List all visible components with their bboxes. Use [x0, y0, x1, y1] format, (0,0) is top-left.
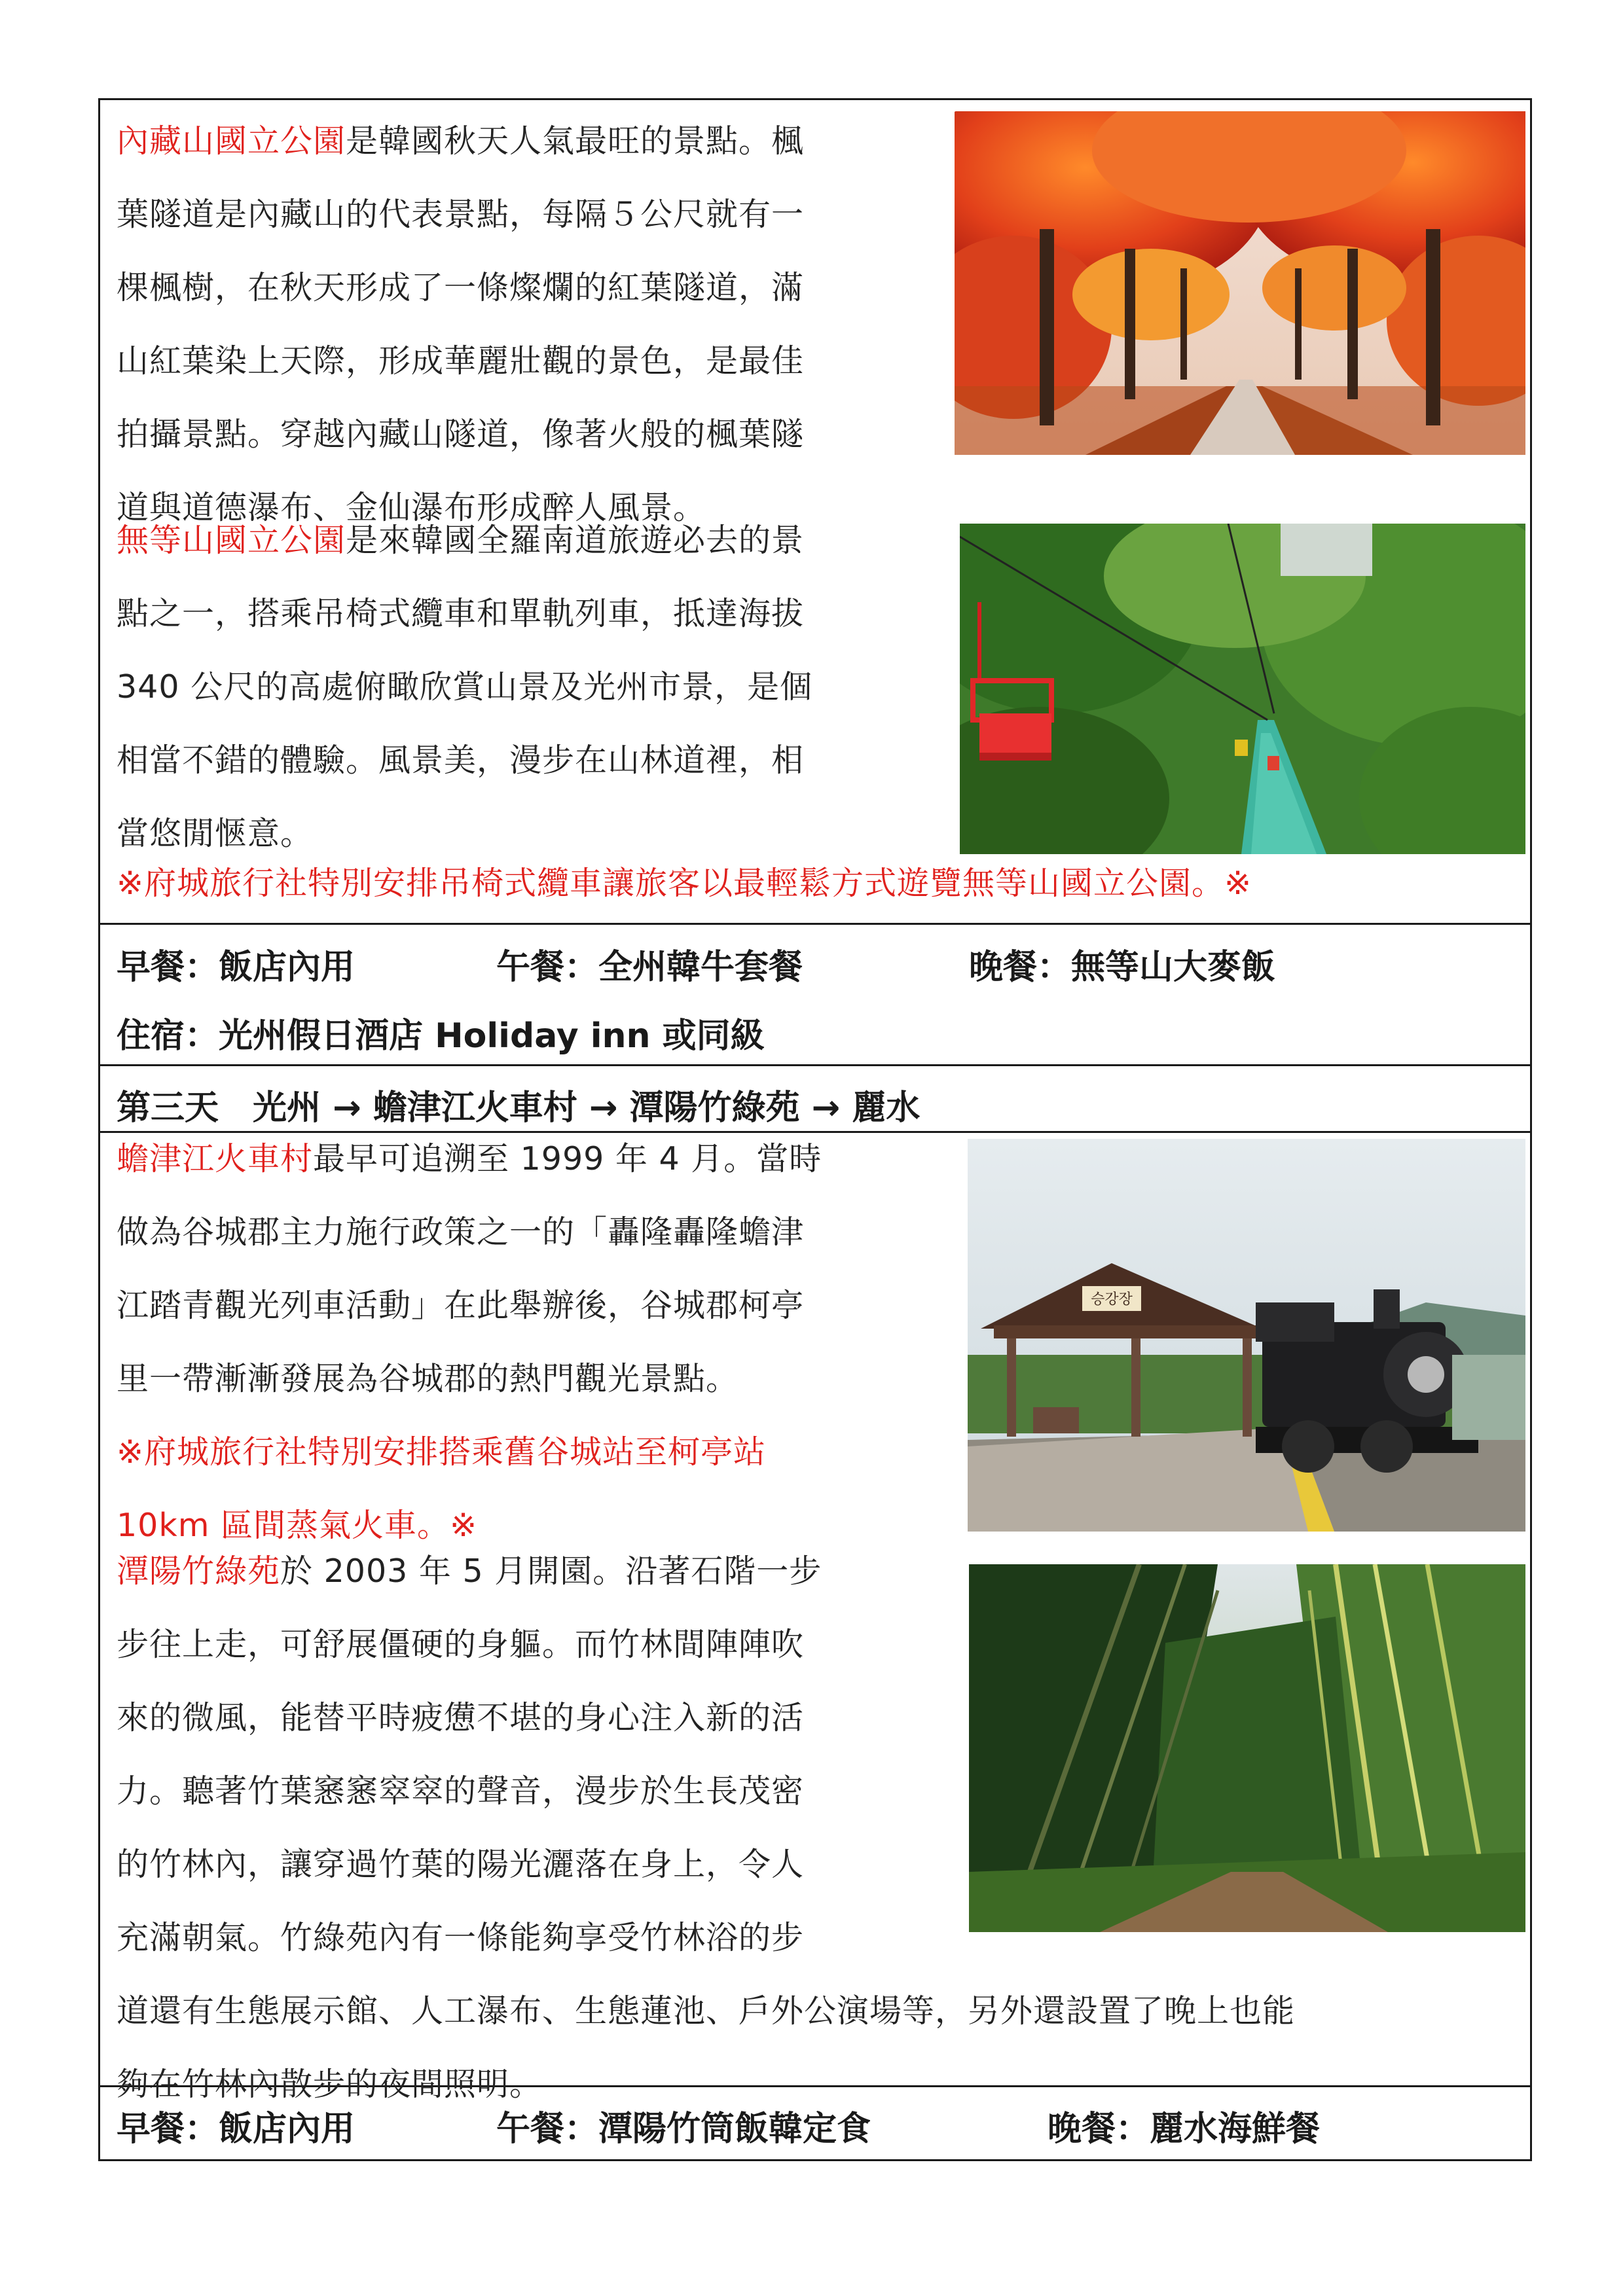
text-line: 山紅葉染上天際，形成華麗壯觀的景色，是最佳 [117, 342, 805, 380]
text-line: 力。聽著竹葉窸窸窣窣的聲音，漫步於生長茂密 [117, 1772, 805, 1810]
text-line: 里一帶漸漸發展為谷城郡的熱門觀光景點。 [117, 1360, 739, 1397]
text-line: 葉隧道是內藏山的代表景點，每隔５公尺就有一 [117, 196, 805, 233]
text-line: 江踏青觀光列車活動」在此舉辦後，谷城郡柯亭 [117, 1287, 805, 1324]
mudeungsan-paragraph [117, 504, 928, 870]
train-special-note: ※府城旅行社特別安排搭乘舊谷城站至柯亭站 [117, 1433, 767, 1471]
bamboo-forest-photo [969, 1564, 1525, 1932]
lunch-label: 午餐：潭陽竹筒飯韓定食 [496, 2109, 871, 2149]
text-line: 道與道德瀑布、金仙瀑布形成醉人風景。 [117, 489, 706, 526]
text-line: 的竹林內，讓穿過竹葉的陽光灑落在身上，令人 [117, 1846, 805, 1883]
hotel-label: 住宿：光州假日酒店 Holiday inn 或同級 [117, 1016, 765, 1056]
train-village-title: 蟾津江火車村 [117, 1140, 314, 1177]
dinner-label: 晚餐：麗水海鮮餐 [1048, 2109, 1321, 2149]
steam-train-photo [968, 1139, 1525, 1532]
day2-meals-row [117, 926, 1518, 992]
breakfast-label: 早餐：飯店內用 [117, 2109, 356, 2149]
day2-hotel-row [117, 995, 1518, 1060]
day3-meals-row [117, 2088, 1518, 2153]
text-line: 是來韓國全羅南道旅遊必去的景 [346, 522, 805, 559]
text-line: 相當不錯的體驗。風景美，漫步在山林道裡，相 [117, 742, 805, 779]
day3-heading: 第三天 光州 → 蟾津江火車村 → 潭陽竹綠苑 → 麗水 [117, 1088, 921, 1128]
train-special-note: 10km 區間蒸氣火車。※ [117, 1507, 478, 1544]
divider [98, 1064, 1532, 1066]
station-sign: 승강장 [1091, 1291, 1133, 1308]
lunch-label: 午餐：全州韓牛套餐 [496, 948, 803, 987]
breakfast-label: 早餐：飯店內用 [117, 948, 356, 987]
text-line: 是韓國秋天人氣最旺的景點。楓 [346, 122, 805, 160]
text-line: 來的微風，能替平時疲憊不堪的身心注入新的活 [117, 1699, 805, 1736]
text-line: 最早可追溯至 1999 年 4 月。當時 [313, 1140, 822, 1177]
text-line: 步往上走，可舒展僵硬的身軀。而竹林間陣陣吹 [117, 1626, 805, 1663]
text-line: 棵楓樹，在秋天形成了一條燦爛的紅葉隧道，滿 [117, 269, 805, 306]
dinner-label: 晚餐：無等山大麥飯 [969, 948, 1276, 987]
text-line: 夠在竹林內散步的夜間照明。 [117, 2066, 543, 2103]
mudeungsan-title: 無等山國立公園 [117, 522, 346, 559]
text-line: 充滿朝氣。竹綠苑內有一條能夠享受竹林浴的步 [117, 1919, 805, 1956]
text-line: 道還有生態展示館、人工瀑布、生態蓮池、戶外公演場等，另外還設置了晚上也能 [117, 1992, 1296, 2030]
bamboo-title: 潭陽竹綠苑 [117, 1552, 281, 1590]
text-line: 點之一，搭乘吊椅式纜車和單軌列車，抵達海拔 [117, 595, 805, 632]
maple-tunnel-photo [955, 111, 1525, 455]
text-line: 於 2003 年 5 月開園。沿著石階一步 [280, 1552, 822, 1590]
naejangsan-paragraph [117, 105, 928, 545]
text-line: 做為谷城郡主力施行政策之一的「轟隆轟隆蟾津 [117, 1213, 805, 1251]
divider [98, 923, 1532, 925]
text-line: 拍攝景點。穿越內藏山隧道，像著火般的楓葉隧 [117, 416, 805, 453]
text-line: 當悠閒愜意。 [117, 815, 314, 852]
cable-car-special-note: ※府城旅行社特別安排吊椅式纜車讓旅客以最輕鬆方式遊覽無等山國立公園。※ [117, 865, 1252, 902]
chairlift-photo [960, 524, 1525, 854]
text-line: 340 公尺的高處俯瞰欣賞山景及光州市景，是個 [117, 668, 813, 706]
naejangsan-title: 內藏山國立公園 [117, 122, 346, 160]
train-village-paragraph [117, 1122, 941, 1562]
